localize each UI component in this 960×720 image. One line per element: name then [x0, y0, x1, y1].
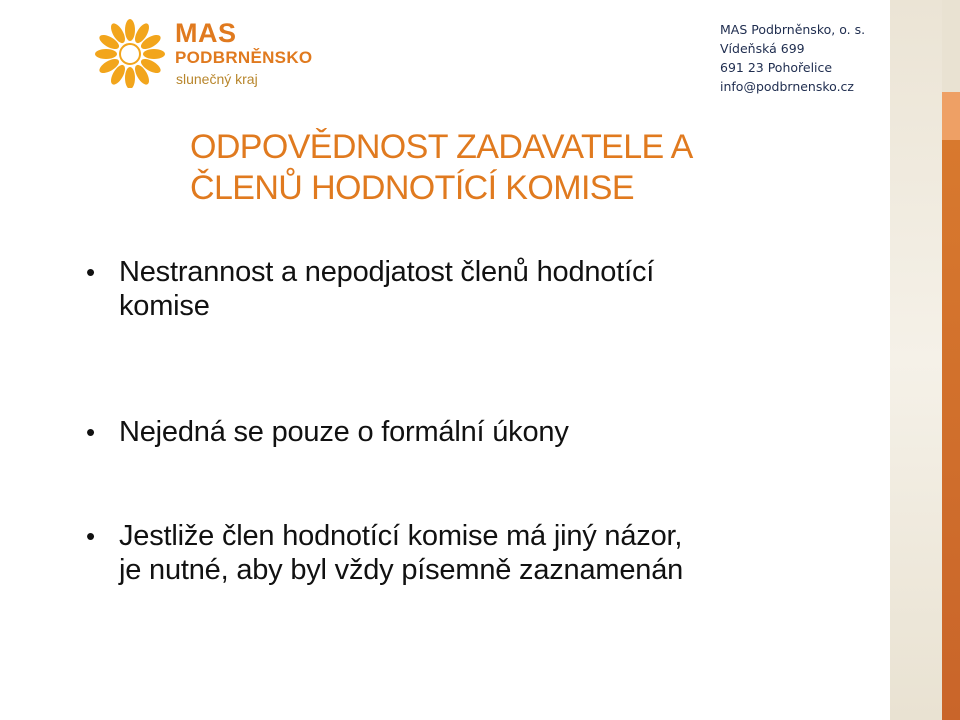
- title-line-2: ČLENŮ HODNOTÍCÍ KOMISE: [190, 169, 634, 207]
- title-line-1: ODPOVĚDNOST ZADAVATELE A: [190, 128, 693, 166]
- accent-bar: [942, 0, 960, 720]
- logo-tagline: slunečný kraj: [176, 71, 258, 87]
- background-texture-right: [890, 0, 942, 720]
- bullet-3-line-2: je nutné, aby byl vždy písemně zaznamenán: [119, 554, 684, 586]
- sun-icon: [95, 18, 165, 88]
- bullet-2-line-1: Nejedná se pouze o formální úkony: [119, 416, 569, 448]
- bullet-text: [119, 519, 879, 587]
- bullet-1-line-1: Nestrannost a nepodjatost členů hodnotící: [119, 256, 655, 288]
- bullet-1-line-2: komise: [119, 290, 210, 322]
- contact-email: info@podbrnensko.cz: [720, 79, 854, 94]
- bullet-text: [119, 415, 879, 449]
- bullet-text: [119, 255, 879, 323]
- accent-bar-highlight: [942, 92, 960, 140]
- bullet-dot: •: [86, 417, 96, 447]
- contact-block: [720, 20, 888, 96]
- contact-org: MAS Podbrněnsko, o. s.: [720, 22, 866, 37]
- logo-mas: MAS: [175, 18, 237, 48]
- slide-title: [190, 127, 830, 209]
- contact-street: Vídeňská 699: [720, 41, 805, 56]
- bullet-dot: •: [86, 257, 96, 287]
- bullet-dot: •: [86, 521, 96, 551]
- logo: [95, 18, 325, 94]
- logo-name: PODBRNĚNSKO: [175, 48, 313, 67]
- bullet-3-line-1: Jestliže člen hodnotící komise má jiný názor,: [119, 520, 683, 552]
- contact-city: 691 23 Pohořelice: [720, 60, 833, 75]
